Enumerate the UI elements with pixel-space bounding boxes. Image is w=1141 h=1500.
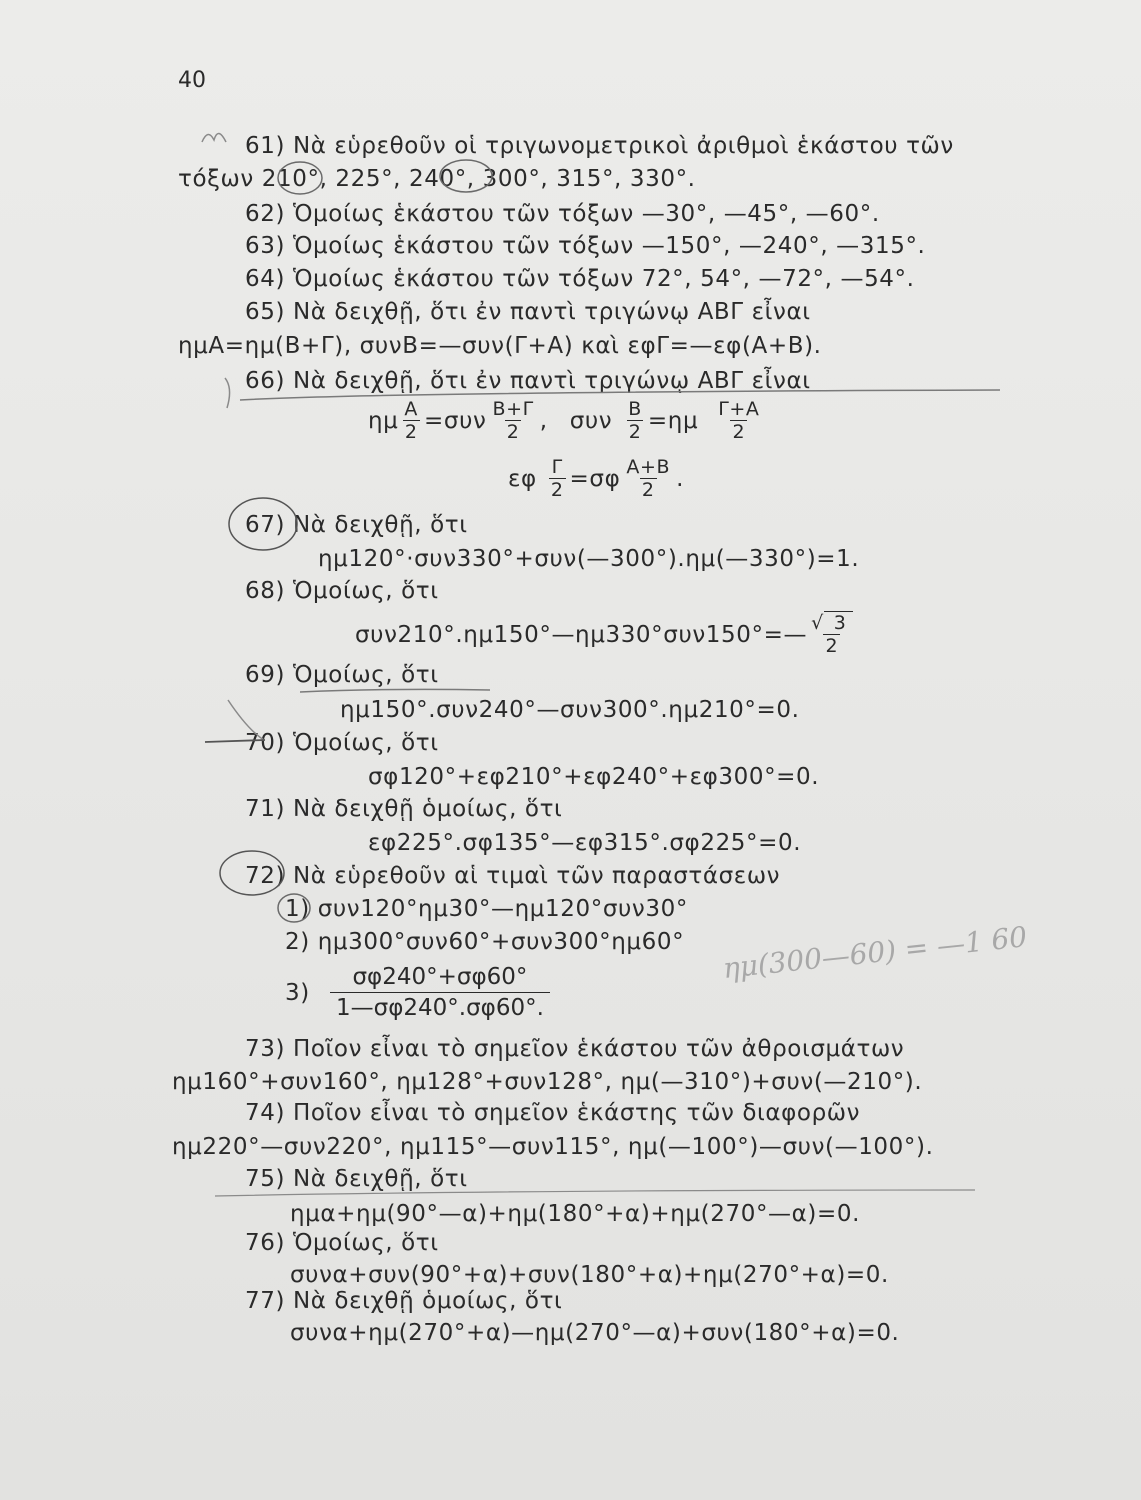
sqrt-symbol: √ [811, 612, 824, 634]
exercise-61-line2: τόξων 210°, 225°, 240°, 300°, 315°, 330°. [178, 166, 696, 192]
exercise-61-line1: 61) Νὰ εὑρεθοῦν οἱ τριγωνομετρικοὶ ἀριθμοὶ ἑκάστου τῶν [245, 133, 954, 159]
denominator: 2 [732, 421, 746, 443]
exercise-64: 64) Ὁμοίως ἑκάστου τῶν τόξων 72°, 54°, —72°, —54°. [245, 266, 915, 292]
exercise-68: 68) Ὁμοίως, ὅτι [245, 578, 439, 604]
exercise-71: 71) Νὰ δειχθῇ ὁμοίως, ὅτι [245, 796, 563, 822]
exercise-76: 76) Ὁμοίως, ὅτι [245, 1230, 439, 1256]
formula-text: ημ [368, 407, 399, 434]
margin-handwriting [721, 920, 1028, 985]
formula-75: ημα+ημ(90°—α)+ημ(180°+α)+ημ(270°—α)=0. [290, 1201, 860, 1227]
numerator: σφ240°+σφ60° [352, 964, 528, 990]
exercise-66: 66) Νὰ δειχθῇ, ὅτι ἐν παντὶ τριγώνῳ ΑΒΓ εἶναι [245, 368, 811, 394]
expression-72-2: 2) ημ300°συν60°+συν300°ημ60° [285, 929, 685, 955]
denominator: 1—σφ240°.σφ60°. [330, 992, 550, 1023]
exercise-69: 69) Ὁμοίως, ὅτι [245, 662, 439, 688]
exercise-65-line2: ημΑ=ημ(Β+Γ), συνΒ=—συν(Γ+Α) καὶ εφΓ=—εφ(Α+Β). [178, 333, 822, 359]
sqrt-argument: 3 [824, 611, 853, 634]
formula-69: ημ150°.συν240°—συν300°.ημ210°=0. [340, 697, 800, 723]
exercise-75: 75) Νὰ δειχθῇ, ὅτι [245, 1166, 468, 1192]
numerator: Α+Β [626, 456, 671, 478]
exercise-63: 63) Ὁμοίως ἑκάστου τῶν τόξων —150°, —240°, —315°. [245, 233, 926, 259]
formula-67: ημ120°·συν330°+συν(—300°).ημ(—330°)=1. [318, 546, 860, 572]
denominator: 2 [550, 479, 564, 501]
exercise-72: 72) Νὰ εὑρεθοῦν αἱ τιμαὶ τῶν παραστάσεων [245, 863, 781, 889]
expression-72-1: 1) συν120°ημ30°—ημ120°συν30° [285, 896, 688, 922]
exercise-74-line2: ημ220°—συν220°, ημ115°—συν115°, ημ(—100°)—συν(—100°). [172, 1134, 934, 1160]
formula-text: συν [569, 407, 613, 434]
denominator: 2 [404, 421, 418, 443]
exercise-70: 70) Ὁμοίως, ὅτι [245, 730, 439, 756]
numerator: Β+Γ [492, 398, 534, 420]
exercise-74-line1: 74) Ποῖον εἶναι τὸ σημεῖον ἑκάστης τῶν διαφορῶν [245, 1100, 861, 1126]
formula-71: εφ225°.σφ135°—εφ315°.σφ225°=0. [368, 830, 802, 856]
denominator: 2 [628, 421, 642, 443]
numerator: Γ [551, 456, 563, 478]
formula-text: =σφ [569, 465, 621, 492]
numerator: Α [404, 398, 419, 420]
formula-text: συν210°.ημ150°—ημ330°συν150°=— [355, 621, 808, 648]
denominator: 2 [506, 421, 520, 443]
formula-70: σφ120°+εφ210°+εφ240°+εφ300°=0. [368, 764, 820, 790]
separator: , [539, 407, 548, 434]
formula-text: εφ [508, 465, 537, 492]
numerator: Γ+Α [718, 398, 760, 420]
numerator: Β [628, 398, 642, 420]
page-number: 40 [178, 68, 206, 93]
expression-72-3-label: 3) [285, 980, 310, 1006]
denominator: 2 [825, 635, 839, 657]
exercise-65-line1: 65) Νὰ δειχθῇ, ὅτι ἐν παντὶ τριγώνῳ ΑΒΓ εἶναι [245, 299, 811, 325]
formula-text: . [676, 465, 685, 492]
exercise-62: 62) Ὁμοίως ἑκάστου τῶν τόξων —30°, —45°, —60°. [245, 201, 880, 227]
formula-text: =ημ [647, 407, 699, 434]
denominator: 2 [641, 479, 655, 501]
exercise-73-line2: ημ160°+συν160°, ημ128°+συν128°, ημ(—310°)+συν(—210°). [172, 1069, 923, 1095]
formula-text: =συν [424, 407, 487, 434]
exercise-67: 67) Νὰ δειχθῇ, ὅτι [245, 512, 468, 538]
svg-text:ημ(300—60) = —1 60: ημ(300—60) = —1 60 [721, 920, 1029, 985]
exercise-73-line1: 73) Ποῖον εἶναι τὸ σημεῖον ἑκάστου τῶν ἀθροισμάτων [245, 1036, 905, 1062]
formula-77: συνα+ημ(270°+α)—ημ(270°—α)+συν(180°+α)=0. [290, 1320, 900, 1346]
formula-76: συνα+συν(90°+α)+συν(180°+α)+ημ(270°+α)=0. [290, 1262, 889, 1288]
exercise-77: 77) Νὰ δειχθῇ ὁμοίως, ὅτι [245, 1288, 563, 1314]
